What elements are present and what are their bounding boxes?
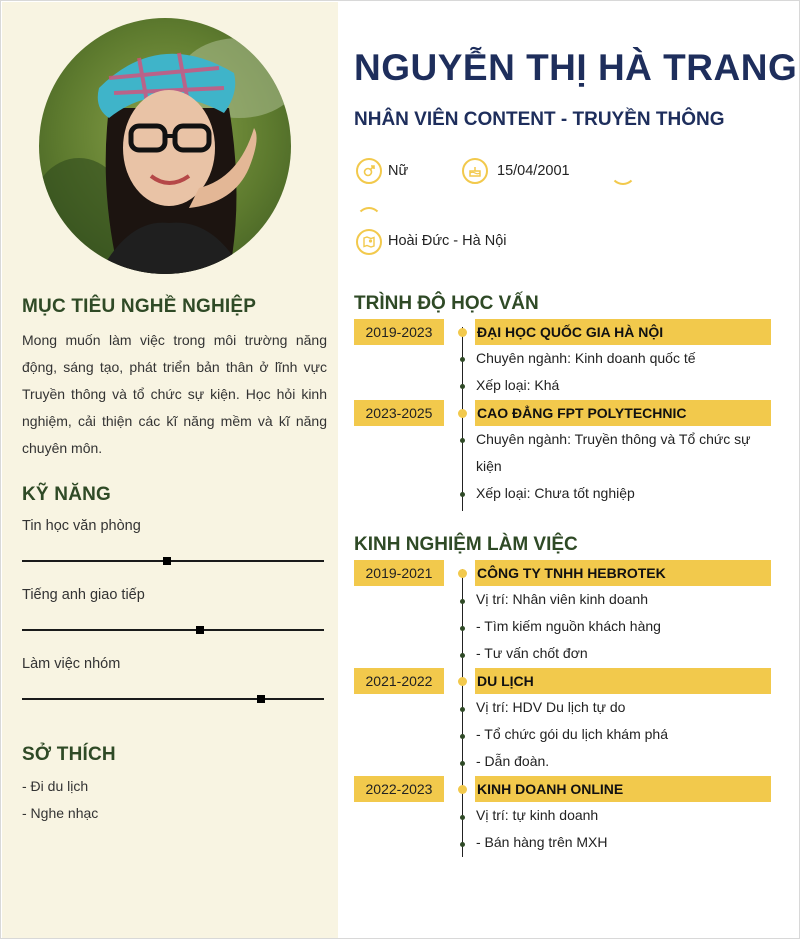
experience-company: KINH DOANH ONLINE <box>475 776 771 802</box>
timeline-dot <box>458 328 467 337</box>
education-detail: Xếp loại: Chưa tốt nghiệp <box>476 485 635 501</box>
education-heading: TRÌNH ĐỘ HỌC VẤN <box>354 293 539 314</box>
skill-level-marker <box>257 695 265 703</box>
location-text: Hoài Đức - Hà Nội <box>388 233 507 249</box>
skill-bar <box>22 629 324 631</box>
bullet-dot <box>460 384 465 389</box>
education-school: ĐẠI HỌC QUỐC GIA HÀ NỘI <box>475 319 771 345</box>
skill-label: Làm việc nhóm <box>22 656 121 672</box>
bullet-dot <box>460 815 465 820</box>
timeline-dot <box>458 569 467 578</box>
experience-years: 2019-2021 <box>354 560 444 586</box>
experience-detail: Vị trí: Nhân viên kinh doanh <box>476 591 648 607</box>
gender-text: Nữ <box>388 163 409 179</box>
map-icon <box>356 229 382 255</box>
bullet-dot <box>460 626 465 631</box>
experience-timeline <box>462 569 463 857</box>
experience-detail: - Tư vấn chốt đơn <box>476 645 588 661</box>
experience-detail: Vị trí: tự kinh doanh <box>476 807 599 823</box>
hobby-item: - Đi du lịch <box>22 778 89 794</box>
bullet-dot <box>460 734 465 739</box>
experience-years: 2021-2022 <box>354 668 444 694</box>
bullet-dot <box>460 707 465 712</box>
objective-text: Mong muốn làm việc trong môi trường năng động, sáng tạo, phát triển bản thân ở lĩnh vực Truyền thông và tổ chức sự kiện. Học hỏi kinh nghiệm, cải thiện các kĩ năng mềm và kĩ năng chuyên môn. <box>22 332 327 456</box>
education-school: CAO ĐẲNG FPT POLYTECHNIC <box>475 400 771 426</box>
experience-heading: KINH NGHIỆM LÀM VIỆC <box>354 534 578 555</box>
experience-detail: - Tìm kiếm nguồn khách hàng <box>476 618 661 634</box>
education-detail: Chuyên ngành: Kinh doanh quốc tế <box>476 350 696 366</box>
full-name: NGUYỄN THỊ HÀ TRANG <box>354 47 798 88</box>
experience-years: 2022-2023 <box>354 776 444 802</box>
hobby-item: - Nghe nhạc <box>22 805 99 821</box>
timeline-dot <box>458 677 467 686</box>
experience-company: DU LỊCH <box>475 668 771 694</box>
education-detail: Xếp loại: Khá <box>476 377 560 393</box>
bullet-dot <box>460 357 465 362</box>
bullet-dot <box>460 761 465 766</box>
experience-detail: - Tổ chức gói du lịch khám phá <box>476 726 668 742</box>
education-detail: Chuyên ngành: Truyền thông và Tổ chức sự <box>476 431 751 447</box>
bullet-dot <box>460 438 465 443</box>
profile-photo <box>39 18 291 274</box>
job-title: NHÂN VIÊN CONTENT - TRUYỀN THÔNG <box>354 109 725 130</box>
education-years: 2023-2025 <box>354 400 444 426</box>
bullet-dot <box>460 599 465 604</box>
timeline-dot <box>458 409 467 418</box>
sidebar <box>2 2 338 938</box>
gender-icon <box>356 158 382 184</box>
skill-label: Tin học văn phòng <box>22 518 141 534</box>
bullet-dot <box>460 842 465 847</box>
education-detail: kiện <box>476 458 502 474</box>
bullet-dot <box>460 492 465 497</box>
experience-company: CÔNG TY TNHH HEBROTEK <box>475 560 771 586</box>
skills-heading: KỸ NĂNG <box>22 484 112 505</box>
birthday-cake-icon <box>462 158 488 184</box>
education-years: 2019-2023 <box>354 319 444 345</box>
objective-heading: MỤC TIÊU NGHỀ NGHIỆP <box>22 296 257 317</box>
skill-level-marker <box>196 626 204 634</box>
skill-label: Tiếng anh giao tiếp <box>22 587 145 603</box>
skill-bar <box>22 560 324 562</box>
education-timeline <box>462 327 463 511</box>
birthday-text: 15/04/2001 <box>497 163 570 179</box>
placeholder-icon <box>610 159 636 185</box>
experience-detail: - Bán hàng trên MXH <box>476 834 608 850</box>
skill-level-marker <box>163 557 171 565</box>
hobbies-heading: SỞ THÍCH <box>22 744 116 765</box>
experience-detail: - Dẫn đoàn. <box>476 753 550 769</box>
experience-detail: Vị trí: HDV Du lịch tự do <box>476 699 626 715</box>
skill-bar <box>22 698 324 700</box>
bullet-dot <box>460 653 465 658</box>
timeline-dot <box>458 785 467 794</box>
